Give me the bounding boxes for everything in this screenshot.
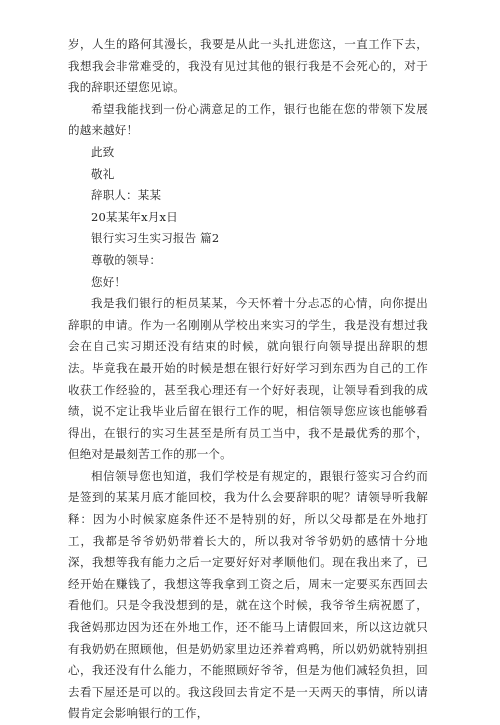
- section-title: 银行实习生实习报告 篇2: [91, 231, 220, 246]
- signer-line: 辞职人：某某: [91, 188, 162, 203]
- greeting: 您好！: [91, 274, 127, 289]
- closing-line-1: 此致: [91, 144, 115, 159]
- paragraph-continuation: 岁，人生的路何其漫长，我要是从此一头扎进您这，一直工作下去，我想我会非常难受的，我没有见过其他的银行我是不会死心的，对于我的辞职还望您见谅。: [68, 37, 428, 95]
- document-body: [68, 34, 428, 725]
- paragraph-intro: 我是我们银行的柜员某某，今天怀着十分忐忑的心情，向你提出辞职的申请。作为一名刚刚从学校出来实习的学生，我是没有想过我会在自己实习期还没有结束的时候，就向银行向领导提出辞职的想法。毕竟我在最开始的时候是想在银行好好学习到东西为自己的工作收获工作经验的，甚至我心理还有一个好好表现，让领导看到我的成绩，说不定让我毕业后留在银行工作的呢，相信领导您应该也能够看得出，在银行的实习生甚至是所有员工当中，我不是最优秀的那个，但绝对是最刻苦工作的那一个。: [68, 296, 428, 462]
- closing-line-2: 敬礼: [91, 166, 115, 181]
- paragraph-hope: 希望我能找到一份心满意足的工作，银行也能在您的带领下发展的越来越好！: [68, 101, 428, 138]
- date-line: 20某某年x月x日: [91, 209, 178, 224]
- salutation: 尊敬的领导：: [91, 252, 162, 267]
- paragraph-reason: 相信领导您也知道，我们学校是有规定的，跟银行签实习合约而是签到的某某月底才能回校，我为什么会要辞职的呢？请领导听我解释：因为小时候家庭条件还不是特别的好，所以父母都是在外地打工，我都是爷爷奶奶带着长大的，所以我对爷爷奶奶的感情十分地深，我想等我有能力之后一定要好好对孝顺他们。现在我出来了，已经开始在赚钱了，我想这等我拿到工资之后，周末一定要买东西回去看他们。只是令我没想到的是，就在这个时候，我爷爷生病祝愿了，我爸妈那边因为还在外地工作，还不能马上请假回来，所以这边就只有我奶奶在照顾他，但是奶奶家里边还养着鸡鸭，所以奶奶就特别担心，我还没有什么能力，不能照顾好爷爷，但是为他们减轻负担，回去看下屋还是可以的。我这段回去肯定不是一天两天的事情，所以请假肯定会影响银行的工作，: [68, 468, 428, 721]
